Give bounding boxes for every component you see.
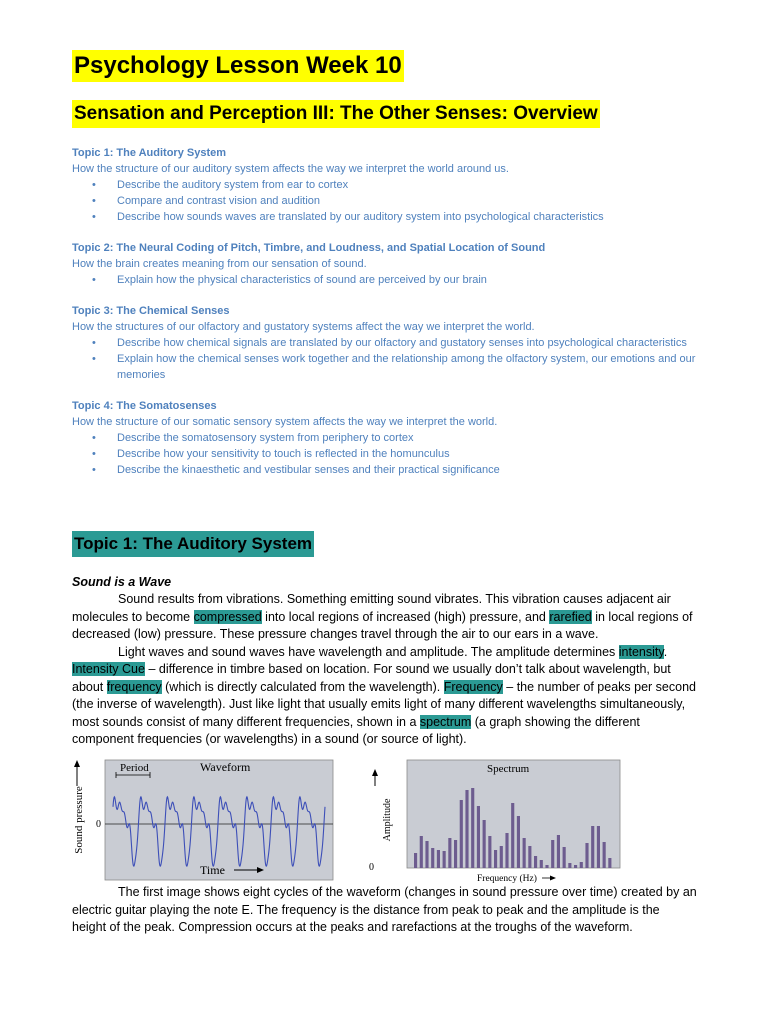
text-run: Sound results from vibrations. Something emitting sound vibrates. This vibration causes adjacent air molecules to become bbox=[72, 592, 671, 624]
spectrum-bar bbox=[585, 843, 588, 868]
text-run: Light waves and sound waves have wavelength and amplitude. The amplitude determines bbox=[118, 644, 619, 659]
spectrum-bar bbox=[551, 840, 554, 868]
spectrum-bar bbox=[563, 847, 566, 868]
spectrum-bar bbox=[540, 860, 543, 868]
spectrum-bar bbox=[420, 836, 423, 868]
overview-topics bbox=[72, 145, 702, 493]
topic-heading: Topic 2: The Neural Coding of Pitch, Timbre, and Loudness, and Spatial Location of Sound bbox=[72, 242, 546, 254]
spectrum-bar bbox=[511, 803, 514, 868]
overview-topic-1 bbox=[72, 145, 702, 225]
spectrum-bar bbox=[465, 790, 468, 868]
spectrum-bar bbox=[574, 865, 577, 868]
waveform-title: Waveform bbox=[200, 760, 251, 774]
spectrum-figure bbox=[369, 760, 620, 883]
y-arrowhead bbox=[74, 760, 80, 767]
amp-arrowhead bbox=[372, 769, 378, 776]
figure-caption bbox=[72, 884, 697, 937]
paragraph-2 bbox=[72, 644, 697, 749]
bullet-item: • Describe how chemical signals are translated by our olfactory and gustatory senses into psychological characteristics bbox=[72, 335, 702, 351]
waveform-figure bbox=[73, 760, 333, 880]
spectrum-bar bbox=[471, 788, 474, 868]
spectrum-bar bbox=[505, 833, 508, 868]
text-run: (a graph showing the different component frequencies (or wavelengths) in a sound (or source of light). bbox=[72, 714, 640, 746]
section-subheading: Sound is a Wave bbox=[72, 575, 172, 589]
highlight-term: rarefied bbox=[549, 609, 592, 624]
topic-description: How the structure of our somatic sensory system affects the way we interpret the world. bbox=[72, 416, 498, 428]
figures-svg bbox=[72, 758, 692, 883]
spectrum-bar bbox=[483, 820, 486, 868]
spectrum-bar bbox=[500, 846, 503, 868]
highlight-term: compressed bbox=[193, 609, 262, 624]
highlight-term: spectrum bbox=[419, 714, 472, 729]
paragraph-1 bbox=[72, 591, 697, 644]
waveform-y-label: Sound pressure bbox=[73, 786, 85, 854]
spectrum-bar bbox=[523, 838, 526, 868]
bullet-item: • Describe the auditory system from ear to cortex bbox=[72, 177, 702, 193]
spectrum-bar bbox=[454, 840, 457, 868]
bullet-item: • Describe how your sensitivity to touch is reflected in the homunculus bbox=[72, 446, 702, 462]
topic-bullets bbox=[72, 272, 702, 288]
text-run: – the number of peaks per second (the inverse of wavelength). Just like light that usually emits light of many different wavelengths simultaneously, most sounds consist of many different frequencies, shown in a bbox=[72, 679, 696, 729]
highlight-term: frequency bbox=[106, 679, 162, 694]
text-run: . bbox=[663, 644, 668, 659]
topic-heading: Topic 1: The Auditory System bbox=[72, 147, 227, 159]
page-title: Psychology Lesson Week 10 bbox=[72, 50, 404, 82]
figures-row bbox=[72, 758, 692, 883]
caption-paragraph: The first image shows eight cycles of the waveform (changes in sound pressure over time) created by an electric guitar playing the note E. The frequency is the distance from peak to peak and the amplitude is the height of the peak. Compression occurs at the peaks and rarefactions at the troughs of the waveform. bbox=[72, 885, 697, 934]
bullet-item: • Compare and contrast vision and audition bbox=[72, 193, 702, 209]
bullet-item: • Describe how sounds waves are translated by our auditory system into psychological characteristics bbox=[72, 209, 702, 225]
topic-bullets bbox=[72, 430, 702, 478]
spectrum-bar bbox=[460, 800, 463, 868]
overview-topic-3 bbox=[72, 303, 702, 383]
topic-bullets bbox=[72, 335, 702, 383]
spectrum-bar bbox=[443, 851, 446, 868]
spectrum-bar bbox=[591, 826, 594, 868]
spectrum-bar bbox=[568, 863, 571, 868]
topic-heading: Topic 3: The Chemical Senses bbox=[72, 305, 230, 317]
topic-description: How the structures of our olfactory and gustatory systems affect the way we interpret the world. bbox=[72, 321, 535, 333]
page-subtitle: Sensation and Perception III: The Other Senses: Overview bbox=[72, 100, 600, 128]
text-run: (which is directly calculated from the wavelength). bbox=[161, 679, 444, 694]
section-heading: Topic 1: The Auditory System bbox=[72, 531, 314, 557]
spectrum-title: Spectrum bbox=[487, 763, 530, 775]
bullet-item: • Explain how the chemical senses work together and the relationship among the olfactory system, our emotions and our memories bbox=[72, 351, 702, 383]
spectrum-y-label: Amplitude bbox=[382, 798, 393, 842]
bullet-item: • Describe the kinaesthetic and vestibular senses and their practical significance bbox=[72, 462, 702, 478]
topic-bullets bbox=[72, 177, 702, 225]
spectrum-bar bbox=[608, 858, 611, 868]
period-label: Period bbox=[120, 762, 149, 774]
spectrum-bar bbox=[414, 853, 417, 868]
bullet-item: • Describe the somatosensory system from periphery to cortex bbox=[72, 430, 702, 446]
spectrum-bar bbox=[517, 816, 520, 868]
spectrum-bar bbox=[557, 835, 560, 868]
spectrum-bar bbox=[597, 826, 600, 868]
spectrum-bar bbox=[534, 856, 537, 868]
text-run: in local regions of decreased (low) pressure. These pressure changes travel through the air to our ears in a wave. bbox=[72, 609, 693, 641]
spectrum-bar bbox=[437, 850, 440, 868]
topic-description: How the brain creates meaning from our sensation of sound. bbox=[72, 258, 367, 270]
waveform-x-label: Time bbox=[200, 863, 225, 877]
spectrum-bar bbox=[448, 838, 451, 868]
topic-heading: Topic 4: The Somatosenses bbox=[72, 400, 217, 412]
waveform-zero-label: 0 bbox=[96, 819, 101, 830]
spectrum-bar bbox=[431, 848, 434, 868]
text-run: – difference in timbre based on location. For sound we usually don’t talk about wavelength, but about bbox=[72, 662, 671, 694]
highlight-term: Intensity Cue bbox=[72, 662, 145, 676]
spectrum-bar bbox=[425, 841, 428, 868]
spectrum-bar bbox=[477, 806, 480, 868]
freq-arrowhead bbox=[550, 876, 556, 881]
spectrum-bar bbox=[603, 842, 606, 868]
spectrum-bar bbox=[545, 865, 548, 868]
topic-description: How the structure of our auditory system affects the way we interpret the world around us. bbox=[72, 163, 509, 175]
text-run: into local regions of increased (high) pressure, and bbox=[261, 609, 550, 624]
overview-topic-2 bbox=[72, 240, 702, 288]
spectrum-bar bbox=[580, 862, 583, 868]
spectrum-bar bbox=[528, 846, 531, 868]
highlight-term: intensity bbox=[618, 644, 664, 659]
spectrum-zero-label: 0 bbox=[369, 862, 374, 873]
bullet-item: • Explain how the physical characteristics of sound are perceived by our brain bbox=[72, 272, 702, 288]
spectrum-x-label: Frequency (Hz) bbox=[477, 874, 537, 883]
section-body bbox=[72, 591, 697, 749]
spectrum-bar bbox=[494, 850, 497, 868]
highlight-term: Frequency bbox=[443, 679, 503, 694]
overview-topic-4 bbox=[72, 398, 702, 478]
spectrum-bar bbox=[488, 836, 491, 868]
